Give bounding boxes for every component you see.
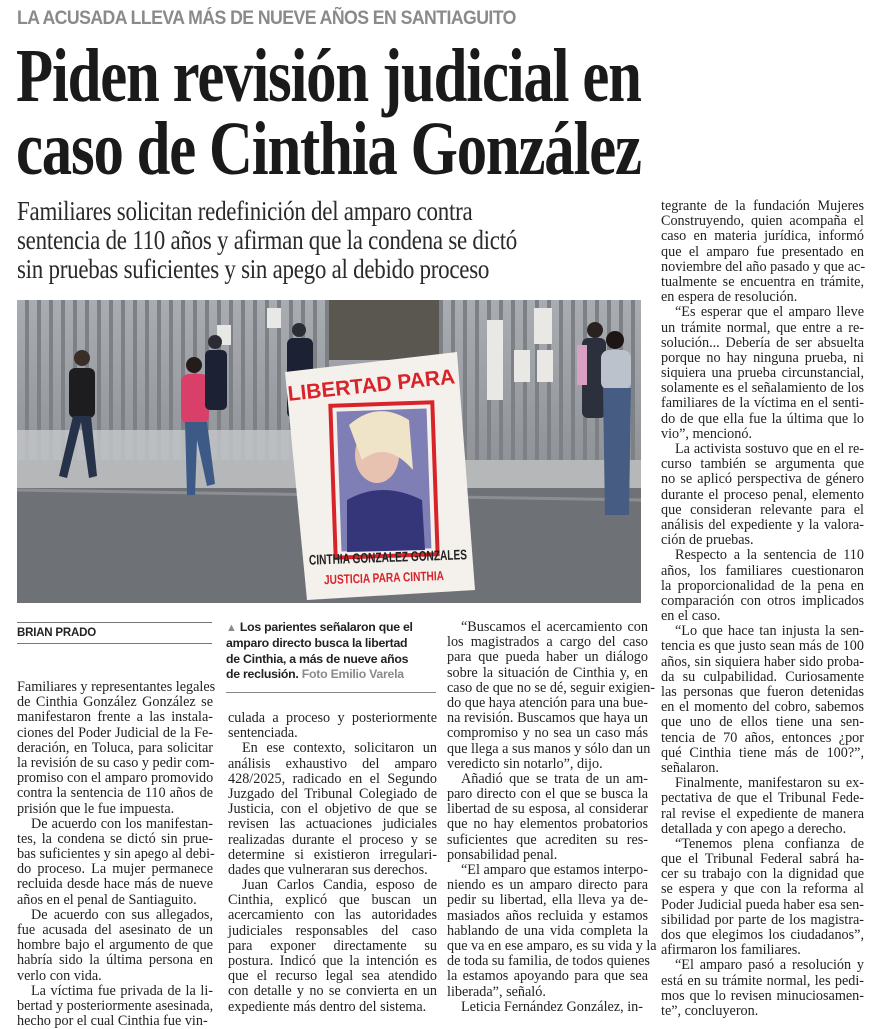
text-line: ral revise el expediente de manera [661, 805, 864, 822]
text-line: Leticia Fernández González, in- [461, 998, 643, 1015]
text-line: “Buscamos el acercamiento con [461, 619, 648, 635]
text-line: para que pueda haber un diálogo [447, 649, 648, 666]
text-line: expediente más dentro del sistema. [228, 998, 427, 1015]
text-line: dos que elegimos los ciudadanos”, [661, 927, 864, 943]
paragraph [661, 837, 864, 959]
text-line: do de que ella fue la última que lo [661, 410, 864, 427]
caption-line: de Cinthia, a más de nueve años [226, 651, 409, 666]
text-line: años, sin siquiera haber sido proba- [661, 653, 864, 670]
text-line: De acuerdo con sus allegados, [31, 906, 213, 923]
text-line: fue acusada del asesinato de un [17, 922, 213, 938]
sign-name-text: CINTHIA GONZALEZ GONZALES [308, 544, 528, 568]
text-line: bas suficientes y sin apego al debi- [17, 846, 215, 863]
text-line: un trámite normal, que entre a re- [661, 319, 864, 336]
triangle-up-icon: ▲ [226, 622, 237, 634]
deck [17, 197, 646, 284]
text-line: se espera y que con la reforma al [661, 881, 864, 898]
text-line: dades que vulneraran sus derechos. [228, 861, 428, 878]
text-line: Poder Judicial pueda haber esa sen- [661, 896, 864, 913]
text-line: la estamos apoyando para que sea [447, 968, 648, 985]
text-line: contra la sentencia de 110 años de [17, 785, 213, 802]
text-line: ciones del Poder Judicial de la Fe- [17, 724, 213, 741]
text-line: postura. Indicó que la intención es [228, 953, 437, 969]
paragraph [661, 305, 864, 442]
text-line: porque no hay ninguna prueba, ni [661, 349, 864, 366]
caption-rule [226, 692, 436, 693]
text-line: niendo es un amparo directo para [447, 877, 648, 894]
text-line: que el recurso legal sea atendido [228, 968, 437, 985]
text-line: do que haya atención para una bue- [447, 694, 648, 711]
text-line: paro directo con el que se busca la [447, 786, 648, 803]
text-line: la revisión de su caso y pedir com- [17, 754, 215, 771]
text-line: tegrante de la fundación Mujeres [661, 198, 864, 214]
text-line: acercamiento con las autoridades [228, 907, 437, 924]
text-line: que el amparo fue presentado en [661, 243, 864, 260]
headline [16, 34, 816, 191]
text-line: verlo con vida. [17, 967, 102, 984]
sign-top-text: LIBERTAD PARA [286, 365, 457, 406]
text-line: análisis del expediente y la valora- [661, 516, 864, 533]
text-line: los magistrados a cargo del caso [447, 634, 648, 651]
paragraph [447, 1000, 648, 1015]
text-line: no se aplicó perspectiva de género [661, 471, 864, 488]
paragraph [447, 862, 657, 1000]
text-line: hombre bajo el argumento de que [17, 937, 213, 954]
text-line: da su culpabilidad. Curiosamente [661, 668, 864, 685]
body-column-4 [661, 199, 864, 1019]
text-line: que consideran relevante para el [661, 501, 864, 518]
text-line: tualmente se encuentra en trámite, [661, 273, 864, 290]
text-line: que el Tribunal Federal sabrá ha- [661, 851, 864, 868]
text-line: “El amparo que estamos interpo- [461, 862, 648, 878]
text-line: De acuerdo con los manifestan- [31, 815, 213, 832]
deck-line: Familiares solicitan redefinición del amparo contra [17, 196, 473, 226]
text-line: hablando de una vida completa la [447, 922, 648, 939]
text-line: recluida desde hace más de nueve [17, 876, 213, 893]
paragraph [447, 619, 656, 772]
text-line: Construyendo, quien acompaña el [661, 213, 864, 230]
text-line: na revisión. Buscamos que haya un [447, 710, 648, 727]
text-line: hecho por el cual Cinthia fue vin- [17, 1013, 208, 1029]
paragraph [17, 817, 213, 908]
text-line: tes, la condena se dictó sin prue- [17, 830, 213, 847]
text-line: sobre la situación de Cinthia y, en [447, 664, 648, 681]
text-line: determine si existieron irregulari- [228, 846, 437, 863]
text-line: que uno de ellos tiene una sen- [661, 714, 864, 731]
byline-rule-top [17, 622, 212, 623]
photo-caption [226, 620, 438, 682]
text-line: para exponer directamente su [228, 937, 437, 954]
text-line: Finalmente, manifestaron su ex- [675, 775, 864, 792]
text-line: La víctima fue privada de la li- [31, 982, 213, 999]
paragraph [661, 776, 864, 837]
text-line: Justicia, con el objetivo de que se [228, 801, 437, 818]
text-line: prisión que le fue impuesta. [17, 800, 175, 817]
paragraph [228, 741, 437, 878]
text-line: años en el penal de Santiaguito. [17, 891, 197, 908]
text-line: familiares de la víctima en el senti- [661, 395, 864, 412]
text-line: Cinthia, explicó que buscan un [228, 892, 437, 909]
text-line: En ese contexto, solicitaron un [242, 740, 437, 757]
paragraph [17, 984, 213, 1029]
text-line: Juzgado del Tribunal Colegiado de [228, 785, 437, 802]
text-line: tencia es que justo sean más de 100 [661, 638, 864, 655]
headline-line: caso de Cinthia González [16, 107, 641, 191]
news-photo [17, 300, 641, 603]
text-line: Familiares y representantes legales [17, 679, 216, 695]
text-line: noviembre del año pasado y que ac- [661, 258, 866, 275]
text-line: “Es esperar que el amparo lleve [675, 304, 864, 321]
text-line: años, los familiares cuestionaron [661, 562, 864, 579]
text-line: ponsabilidad penal. [447, 846, 558, 863]
text-line: que va en ese amparo, es su vida y la [447, 937, 657, 954]
body-column-1 [17, 679, 216, 1029]
text-line: solamente es el señalamiento de los [661, 380, 864, 397]
text-line: la proporcionalidad de la pena en [661, 577, 864, 594]
paragraph [228, 711, 437, 741]
text-line: análisis exhaustivo del amparo [228, 755, 437, 772]
text-line: sibilidad por parte de los magistra- [661, 911, 864, 928]
paragraph [661, 624, 864, 776]
text-line: judiciales responsables del caso [228, 922, 437, 939]
text-line: pectativa de que el Tribunal Fede- [661, 790, 864, 807]
text-line: revisen las actuaciones judiciales [228, 816, 437, 833]
text-line: compromiso y no sea un caso más [447, 725, 648, 742]
text-line: curso también se argumenta que [661, 456, 864, 473]
text-line: Juan Carlos Candia, esposo de [242, 877, 437, 894]
caption-line: de reclusión. [226, 666, 299, 681]
text-line: durante el proceso penal, elemento [661, 486, 864, 503]
text-line: caso de que no se dé, seguir exigien- [447, 679, 656, 696]
sign-bottom-text: JUSTICIA PARA CINTHIA [323, 566, 479, 588]
paragraph [17, 679, 216, 817]
text-line: mos que lo revisen minuciosamen- [661, 987, 864, 1004]
text-line: qué Cinthia tiene más de 100?”, [661, 744, 864, 761]
text-line: Respecto a la sentencia de 110 [675, 547, 864, 564]
text-line: en el caso. [661, 608, 721, 625]
text-line: comparación con otros implicados [661, 592, 864, 609]
text-line: habría sido la última persona en [17, 952, 213, 969]
text-line: La activista sostuvo que en el re- [675, 441, 864, 457]
text-line: afirmaron los familiares. [661, 942, 801, 959]
photo-credit: Foto Emilio Varela [301, 666, 404, 681]
text-line: realizadas durante el proceso y se [228, 831, 437, 848]
text-line: 428/2025, radicado en el Segundo [228, 770, 437, 787]
text-line: “Lo que hace tan injusta la sen- [675, 623, 864, 640]
paragraph [661, 548, 864, 624]
text-line: liberada”, señaló. [447, 983, 546, 1000]
text-line: veredicto sin notarlo”, dijo. [447, 755, 603, 772]
caption-line: amparo directo busca la libertad [226, 636, 408, 651]
text-line: culada a proceso y posteriormente [228, 710, 437, 726]
body-column-3 [447, 619, 657, 1015]
text-line: promiso con el amparo promovido [17, 770, 214, 787]
paragraph [17, 908, 213, 984]
paragraph [661, 958, 864, 1019]
text-line: deración, en Toluca, para solicitar [17, 739, 213, 756]
text-line: está en su trámite normal, les pedi- [661, 972, 864, 989]
text-line: que llega a sus manos y sólo dan un [447, 740, 651, 757]
paragraph [228, 878, 437, 1015]
body-column-2 [228, 711, 437, 1015]
text-line: libertad de su esposa, al considerar [447, 801, 648, 818]
byline: BRIAN PRADO [17, 627, 96, 639]
kicker: LA ACUSADA LLEVA MÁS DE NUEVE AÑOS EN SANTIAGUITO [17, 8, 516, 29]
text-line: Añadió que se trata de un am- [461, 770, 648, 787]
text-line: masiados años recluida y estamos [447, 907, 648, 924]
text-line: vio”, mencionó. [661, 425, 753, 442]
text-line: do proceso. La mujer permanece [17, 861, 213, 878]
headline-line: Piden revisión judicial en [16, 34, 641, 118]
text-line: en el momento del cobro, sabemos [661, 699, 864, 716]
text-line: suficientes que acrediten su res- [447, 831, 648, 848]
text-line: “Tenemos plena confianza de [675, 835, 864, 852]
caption-line: Los parientes señalaron que el [239, 620, 413, 634]
text-line: caso en materia jurídica, informó [661, 228, 864, 245]
text-line: pedir su libertad, ella lleva ya de- [447, 892, 648, 909]
text-line: en espera de resolución. [661, 289, 798, 306]
text-line: señalaron. [661, 759, 719, 776]
text-line: con detalle y no se convierta en un [228, 983, 437, 1000]
paragraph [661, 442, 864, 548]
text-line: cer su trabajo con la dignidad que [661, 866, 864, 883]
text-line: sentenciada. [228, 725, 298, 742]
text-line: “El amparo pasó a resolución y [675, 957, 864, 974]
byline-rule-bottom [17, 643, 212, 644]
text-line: bertad y posteriormente asesinada, [17, 997, 214, 1014]
text-line: manifestaron frente a las instala- [17, 709, 213, 726]
protest-photo-illustration [17, 300, 641, 603]
deck-line: sentencia de 110 años y afirman que la condena se dictó [17, 225, 518, 255]
text-line: te”, concluyeron. [661, 1002, 759, 1019]
paragraph [447, 772, 648, 863]
text-line: ción de pruebas. [661, 532, 754, 549]
text-line: solución... Debería de ser absuelta [661, 334, 864, 351]
text-line: de toda su familia, de todos quienes [447, 953, 650, 970]
text-line: tencia de 70 años, entonces ¿por [661, 729, 864, 746]
paragraph [661, 199, 864, 305]
text-line: siquiera una prueba circunstancial, [661, 365, 864, 382]
text-line: las personas que fueron detenidas [661, 684, 864, 700]
text-line: que no hay elementos probatorios [447, 816, 648, 833]
text-line: detallada y con apego a derecho. [661, 820, 847, 837]
text-line: de Cinthia González González se [17, 694, 213, 711]
deck-line: sin pruebas suficientes y sin apego al debido proceso [17, 254, 490, 284]
